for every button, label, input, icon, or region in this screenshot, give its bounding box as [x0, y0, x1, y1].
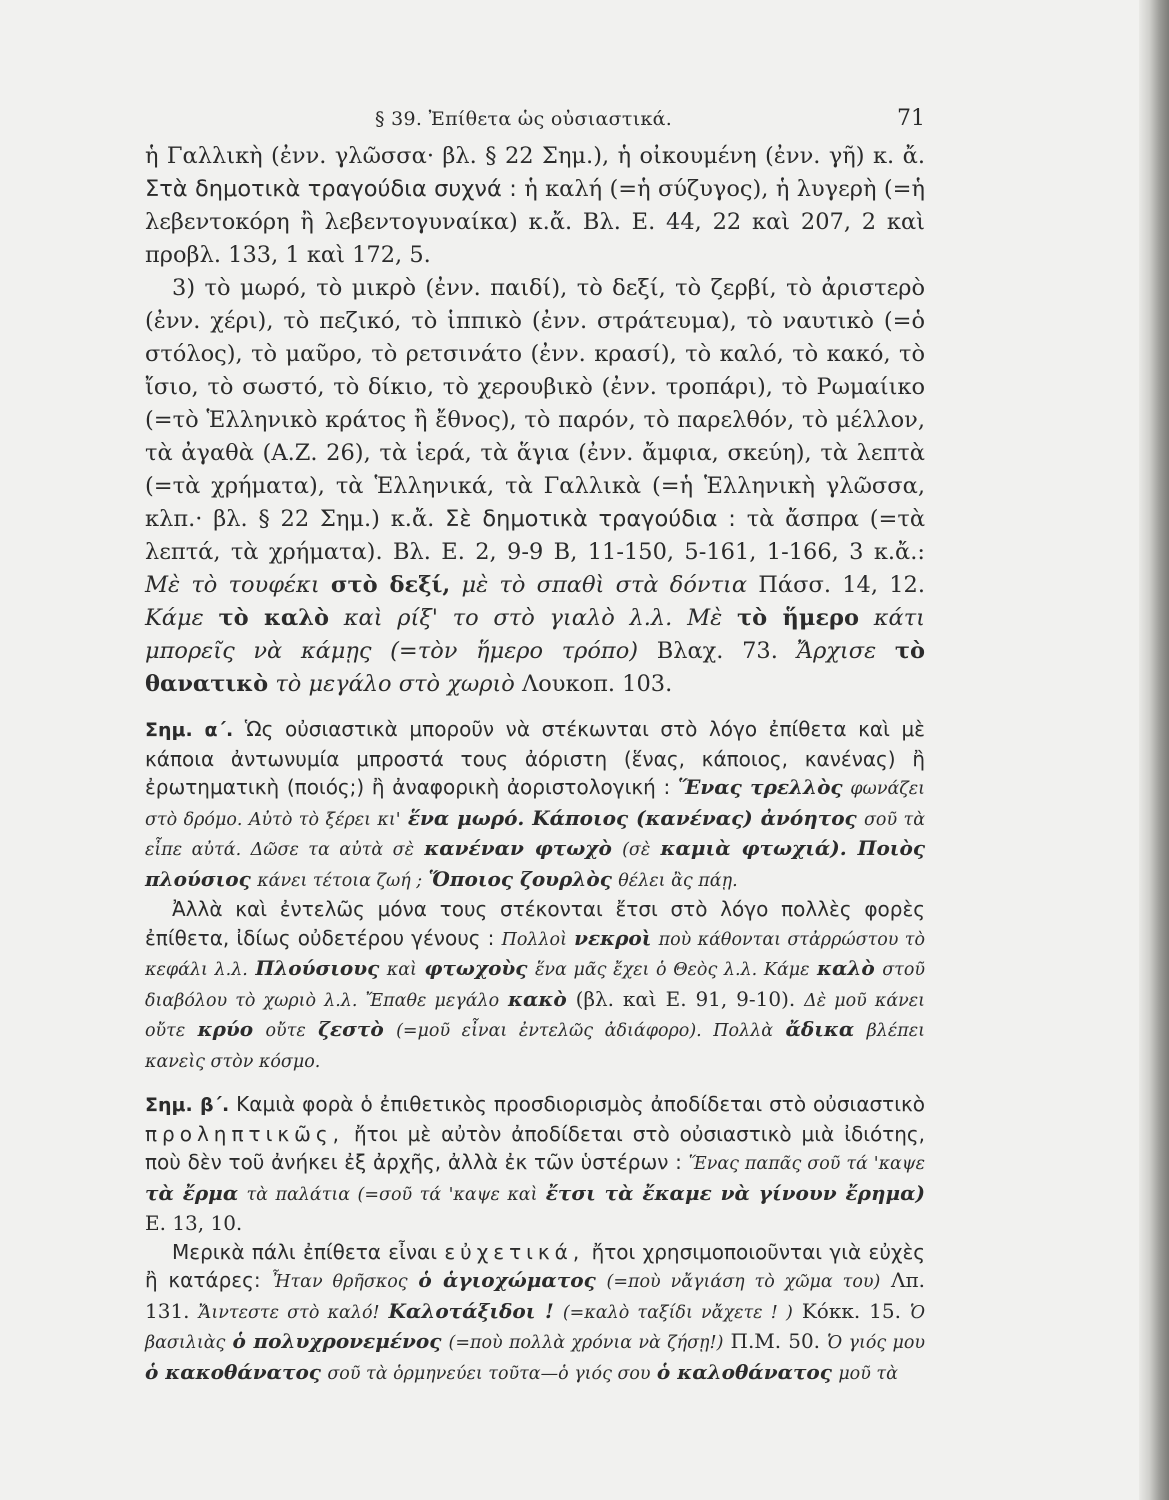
- note-label: Σημ. α΄.: [145, 719, 234, 741]
- paragraph-3: [145, 272, 925, 701]
- example-emphasis: κακὸ: [508, 986, 567, 1011]
- example-emphasis: ὁ ἁγιοχώματος: [418, 1268, 596, 1292]
- example-quote: στοῦ διαβόλου τὸ χωριὸ λ.λ. Ἔπαθε μεγάλο: [145, 960, 926, 1011]
- example-emphasis: στὸ δεξί,: [330, 572, 451, 598]
- note-paragraph: [145, 715, 925, 895]
- example-quote: Μὲ τὸ τουφέκι: [145, 572, 320, 598]
- example-emphasis: κανέναν φτωχὸ: [424, 836, 612, 860]
- text-run: ἤτοι μὲ αὐτὸν ἀποδίδεται στὸ οὐσιαστικὸ μιὰ ἰδιότης, ποὺ δὲν τοῦ ἀνήκει ἐξ ἀρχῆς, ἀλλὰ ἐκ τῶν ὑστέρων :: [145, 1121, 926, 1174]
- note-paragraph: [145, 1238, 925, 1389]
- example-quote: ποὺ κάθονται στἀρρώστου τὸ κεφάλι λ.λ.: [145, 929, 926, 980]
- example-quote: τὰ παλάτια (=σοῦ τά 'καψε καὶ: [246, 1184, 538, 1205]
- scan-shadow-edge: [1139, 0, 1169, 1500]
- text-run: Μερικὰ πάλι ἐπίθετα εἶναι: [172, 1239, 437, 1264]
- note-paragraph: [145, 895, 925, 1076]
- page-header: [145, 100, 925, 140]
- example-quote: Ἄρχισε: [796, 638, 877, 664]
- source-ref: Βλαχ. 73.: [656, 638, 778, 664]
- example-emphasis: τὸ θανατικὸ: [145, 638, 926, 697]
- paragraph-continuation: [145, 140, 925, 272]
- book-page: [145, 100, 925, 1388]
- example-quote: Ἦταν θρῆσκος: [271, 1272, 408, 1292]
- text-run: Ὡς οὐσιαστικὰ μποροῦν νὰ στέκωνται στὸ λόγο ἐπίθετα καὶ μὲ κάποια ἀντωνυμία μπροστά τους ἀόριστη (ἕνας, κάποιος, κανένας) ἢ ἐρωτηματικὴ (ποιός;) ἢ ἀναφορικὴ ἀοριστολογική :: [145, 717, 925, 799]
- spaced-term: εὐχετικά,: [444, 1239, 585, 1264]
- example-emphasis: τὸ ἥμερο: [736, 605, 860, 631]
- example-emphasis: ἕνα μωρό. Κάποιος (κανένας) ἀνόητος: [407, 805, 857, 830]
- example-quote: Ὁ γιός μου: [827, 1333, 926, 1353]
- example-emphasis: ὁ κακοθάνατος: [145, 1359, 321, 1384]
- example-quote: ἕνα μᾶς ἔχει ὁ Θεὸς λ.λ. Κάμε: [534, 960, 810, 980]
- text-run: ἡ καλή (=ἡ σύζυγος), ἡ λυγερὴ (=ἡ λεβεντοκόρη ἢ λεβεντογυναίκα) κ.ἄ. Βλ. Ε. 44, 22 καὶ 207, 2 καὶ προβλ. 133, 1 καὶ 172, 5.: [145, 176, 925, 268]
- source-ref: Λπ. 131.: [145, 1268, 925, 1323]
- text-run: τὰ ἄσπρα (=τὰ λεπτά, τὰ χρήματα). Βλ. Ε. 2, 9-9 Β, 11-150, 5-161, 1-166, 3 κ.ἄ.:: [145, 506, 926, 565]
- example-quote: τὸ μεγάλο στὸ χωριὸ: [275, 671, 515, 697]
- text-run: Σὲ δημοτικὰ τραγούδια :: [445, 506, 736, 532]
- example-emphasis: Ὅποιος ζουρλὸς: [428, 866, 612, 891]
- example-quote: κάτι μπορεῖς νὰ κάμῃς (=τὸν ἥμερο τρόπο): [145, 605, 925, 664]
- example-emphasis: καμιὰ φτωχιά). Ποιὸς πλούσιος: [145, 836, 925, 891]
- example-quote: σοῦ τὰ ὁρμηνεύει τοῦτα—ὁ γιός σου: [327, 1363, 651, 1384]
- example-emphasis: ὁ καλοθάνατος: [656, 1359, 832, 1384]
- example-quote: φωνάζει στὸ δρόμο. Αὐτὸ τὸ ξέρει κι': [145, 779, 926, 830]
- example-quote: Δὲ μοῦ κάνει οὔτε: [145, 990, 926, 1041]
- example-quote: βλέπει κανεὶς στὸν κόσμο.: [145, 1021, 925, 1072]
- example-quote: Ἄιντεστε στὸ καλό!: [198, 1302, 380, 1323]
- example-emphasis: ζεστὸ: [318, 1017, 384, 1041]
- example-emphasis: ἄδικα: [785, 1017, 855, 1041]
- example-emphasis: Καλοτάξιδοι !: [388, 1298, 554, 1323]
- example-quote: μοῦ τὰ: [838, 1363, 898, 1384]
- text-run: ἤτοι χρησιμοποιοῦνται γιὰ εὐχὲς ἢ κατάρες:: [145, 1239, 925, 1292]
- note-label: Σημ. β΄.: [145, 1094, 230, 1116]
- example-quote: καὶ: [386, 960, 417, 980]
- text-run: 3) τὸ μωρό, τὸ μικρὸ (ἐνν. παιδί), τὸ δεξί, τὸ ζερβί, τὸ ἀριστερὸ (ἐνν. χέρι), τὸ πεζικό, τὸ ἱππικὸ (ἐνν. στράτευμα), τὸ ναυτικὸ (=ὁ στόλος), τὸ μαῦρο, τὸ ρετσινάτο (ἐνν. κρασί), τὸ καλό, τὸ κακό, τὸ ἴσιο, τὸ σωστό, τὸ δίκιο, τὸ χερουβικὸ (ἐνν. τροπάρι), τὸ Ρωμαίικο (=τὸ Ἑλληνικὸ κράτος ἢ ἔθνος), τὸ παρόν, τὸ παρελθόν, τὸ μέλλον, τὰ ἀγαθὰ (Α.Ζ. 26), τὰ ἱερά, τὰ ἅγια (ἐνν. ἄμφια, σκεύη), τὰ λεπτὰ (=τὰ χρήματα), τὰ Ἑλληνικά, τὰ Γαλλικὰ (=ἡ Ἑλληνικὴ γλῶσσα, κλπ.· βλ. § 22 Σημ.) κ.ἄ.: [145, 275, 925, 532]
- note-alpha: [145, 715, 925, 1076]
- example-emphasis: τὰ ἔρμα: [145, 1180, 239, 1205]
- example-quote: σοῦ τὰ εἶπε αὐτά. Δῶσε τα αὐτὰ σὲ: [145, 809, 926, 860]
- example-quote: (=ποὺ πολλὰ χρόνια νὰ ζήσῃ!): [448, 1333, 724, 1353]
- spaced-term: προληπτικῶς,: [145, 1121, 344, 1146]
- page-number: 71: [897, 106, 925, 131]
- example-emphasis: ἔτσι τὰ ἔκαμε νὰ γίνουν ἔρημα): [545, 1180, 925, 1205]
- example-quote: Κάμε: [145, 605, 204, 631]
- main-text: [145, 140, 925, 701]
- example-quote: (=καλὸ ταξίδι νἄχετε ! ): [562, 1302, 793, 1323]
- example-quote: Ἕνας παπᾶς σοῦ τά 'καψε: [688, 1154, 925, 1174]
- source-ref: (βλ. καὶ Ε. 91, 9-10).: [575, 986, 796, 1011]
- source-ref: Π.Μ. 50.: [730, 1329, 821, 1353]
- example-quote: θέλει ἂς πάῃ.: [618, 870, 738, 891]
- text-run: Ἀλλὰ καὶ ἐντελῶς μόνα τους στέκονται ἔτσι στὸ λόγο πολλὲς φορὲς ἐπίθετα, ἰδίως οὐδετέρου γένους :: [145, 897, 925, 950]
- note-beta: [145, 1090, 925, 1388]
- source-ref: Κόκκ. 15.: [801, 1298, 901, 1323]
- example-quote: κάνει τέτοια ζωή ;: [257, 870, 423, 891]
- example-quote: μὲ τὸ σπαθὶ στὰ δόντια: [461, 572, 748, 598]
- example-emphasis: κρύο: [197, 1017, 254, 1041]
- example-quote: (=ποὺ νἄγιάση τὸ χῶμα του): [606, 1272, 881, 1292]
- example-quote: καὶ ρίξ' το στὸ γιαλὸ λ.λ. Μὲ: [343, 605, 723, 631]
- example-quote: Πολλοὶ: [501, 929, 567, 950]
- example-quote: (σὲ: [622, 840, 651, 860]
- source-ref: Πάσσ. 14, 12.: [758, 572, 925, 598]
- example-emphasis: Πλούσιους: [255, 956, 380, 980]
- example-emphasis: καλὸ: [817, 956, 875, 980]
- text-run: ἡ Γαλλικὴ (ἐνν. γλῶσσα· βλ. § 22 Σημ.), ἡ οἰκουμένη (ἐνν. γῆ) κ. ἄ.: [145, 143, 925, 169]
- example-quote: οὔτε: [265, 1021, 306, 1041]
- text-run: Καμιὰ φορὰ ὁ ἐπιθετικὸς προσδιορισμὸς ἀποδίδεται στὸ οὐσιαστικὸ: [236, 1092, 926, 1116]
- example-emphasis: φτωχοὺς: [424, 956, 528, 980]
- text-run: Στὰ δημοτικὰ τραγούδια συχνά :: [145, 176, 517, 202]
- example-quote: (=μοῦ εἶναι ἐντελῶς ἀδιάφορο). Πολλὰ: [396, 1021, 774, 1041]
- example-quote: Ὁ βασιλιὰς: [145, 1302, 926, 1353]
- example-emphasis: Ἕνας τρελλὸς: [677, 775, 843, 799]
- example-emphasis: νεκροὶ: [574, 925, 652, 950]
- source-ref: Λουκοπ. 103.: [522, 671, 673, 697]
- example-emphasis: τὸ καλὸ: [218, 605, 329, 631]
- example-emphasis: ὁ πολυχρονεμένος: [232, 1329, 442, 1353]
- source-ref: Ε. 13, 10.: [145, 1211, 243, 1235]
- note-paragraph: [145, 1090, 925, 1238]
- running-head: § 39. Ἐπίθετα ὡς οὐσιαστικά.: [375, 108, 673, 130]
